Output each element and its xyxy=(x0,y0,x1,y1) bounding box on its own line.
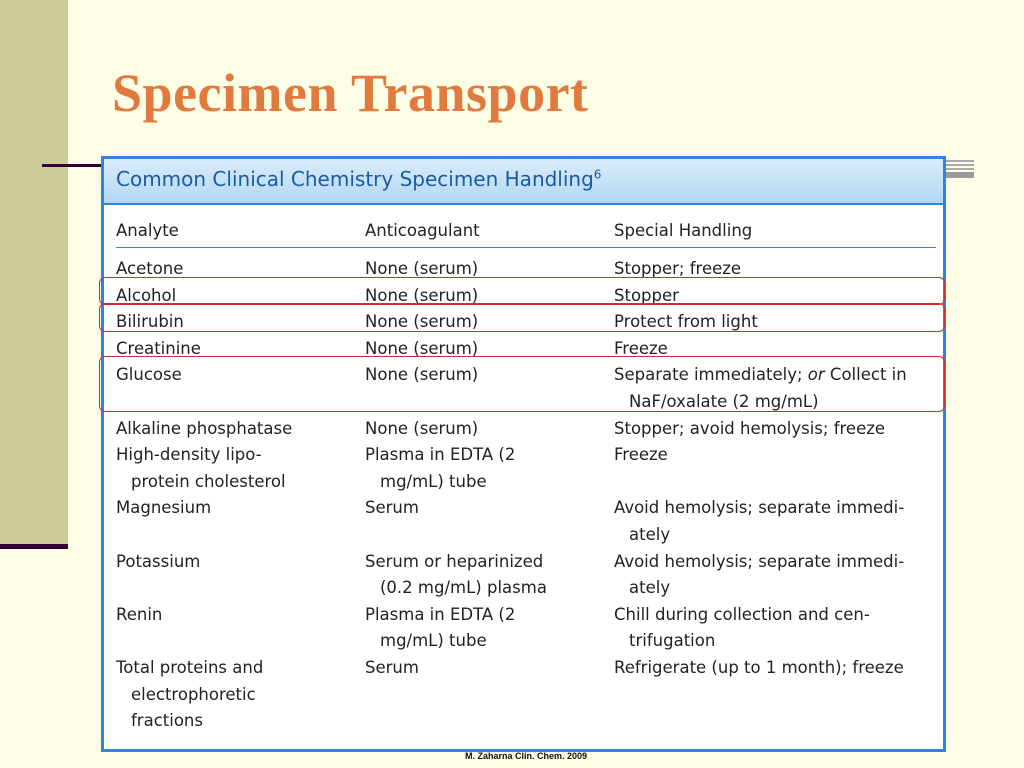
table-title-footnote: 6 xyxy=(593,167,602,182)
cell-line: Separate immediately; or Collect in xyxy=(614,365,907,385)
cell-analyte xyxy=(116,495,211,522)
cell-line: Freeze xyxy=(614,445,668,465)
cell-line: Bilirubin xyxy=(116,312,184,332)
cell-special-handling xyxy=(614,336,668,363)
cell-special-handling xyxy=(614,416,885,443)
table-title xyxy=(116,167,601,191)
cell-line: Chill during collection and cen- xyxy=(614,604,870,624)
column-header-analyte: Analyte xyxy=(116,221,179,240)
cell-anticoagulant xyxy=(365,442,515,495)
table-row xyxy=(116,549,936,602)
cell-line: None (serum) xyxy=(365,285,479,305)
cell-special-handling xyxy=(614,283,679,310)
citation: M. Zaharna Clin. Chem. 2009 xyxy=(465,751,588,761)
cell-line: mg/mL) tube xyxy=(380,631,487,651)
cell-anticoagulant xyxy=(365,362,478,389)
cell-line: Stopper xyxy=(614,285,679,305)
cell-special-handling xyxy=(614,549,904,602)
table-row xyxy=(116,416,936,443)
left-decorative-bar xyxy=(0,0,68,546)
title-rule xyxy=(42,164,102,167)
cell-line: Serum or heparinized xyxy=(365,551,544,571)
cell-analyte xyxy=(116,442,286,495)
cell-line: Plasma in EDTA (2 xyxy=(365,604,516,624)
column-header-special-handling: Special Handling xyxy=(614,221,753,240)
cell-line: electrophoretic xyxy=(131,684,256,704)
cell-line: Alkaline phosphatase xyxy=(116,418,293,438)
table-row xyxy=(116,495,936,548)
cell-analyte xyxy=(116,416,292,443)
cell-analyte xyxy=(116,655,263,735)
cell-line: Alcohol xyxy=(116,285,177,305)
cell-special-handling xyxy=(614,495,904,548)
cell-line: Magnesium xyxy=(116,498,212,518)
cell-special-handling xyxy=(614,442,668,469)
cell-line: None (serum) xyxy=(365,418,479,438)
cell-analyte xyxy=(116,362,182,389)
cell-line: fractions xyxy=(131,711,203,731)
table-row xyxy=(116,309,936,336)
cell-line: None (serum) xyxy=(365,312,479,332)
cell-special-handling xyxy=(614,362,907,415)
cell-anticoagulant xyxy=(365,309,478,336)
cell-analyte xyxy=(116,549,200,576)
table-row xyxy=(116,602,936,655)
table-row xyxy=(116,362,936,415)
table-row xyxy=(116,655,936,735)
cell-line: Total proteins and xyxy=(116,657,264,677)
cell-anticoagulant xyxy=(365,336,478,363)
cell-anticoagulant xyxy=(365,283,478,310)
slide-title: Specimen Transport xyxy=(112,63,589,123)
table-row xyxy=(116,256,936,283)
table-body xyxy=(116,256,936,735)
cell-line: ately xyxy=(629,578,671,598)
cell-line: Freeze xyxy=(614,338,668,358)
cell-special-handling xyxy=(614,602,870,655)
cell-line: Acetone xyxy=(116,259,184,278)
table-row xyxy=(116,442,936,495)
cell-anticoagulant xyxy=(365,655,419,682)
left-bar-rule xyxy=(0,544,68,549)
table-row xyxy=(116,336,936,363)
table-grid xyxy=(116,221,936,735)
right-decorative-bar xyxy=(946,172,974,178)
cell-line: (0.2 mg/mL) plasma xyxy=(380,578,547,598)
table-column-headers xyxy=(116,221,936,248)
cell-line: Plasma in EDTA (2 xyxy=(365,445,516,465)
cell-line: ately xyxy=(629,524,671,544)
cell-line: Potassium xyxy=(116,551,201,571)
cell-line: Stopper; freeze xyxy=(614,259,742,278)
cell-line: None (serum) xyxy=(365,338,479,358)
cell-analyte xyxy=(116,283,176,310)
cell-line: Refrigerate (up to 1 month); freeze xyxy=(614,657,904,677)
cell-line: Serum xyxy=(365,498,419,518)
table-header-band xyxy=(104,159,943,205)
cell-line: protein cholesterol xyxy=(131,471,286,491)
cell-line: High-density lipo- xyxy=(116,445,262,465)
cell-analyte xyxy=(116,256,183,283)
cell-line: mg/mL) tube xyxy=(380,471,487,491)
cell-anticoagulant xyxy=(365,495,419,522)
cell-analyte xyxy=(116,309,184,336)
column-header-anticoagulant: Anticoagulant xyxy=(365,221,480,240)
table-row xyxy=(116,283,936,310)
cell-special-handling xyxy=(614,309,758,336)
cell-line: trifugation xyxy=(629,631,716,651)
cell-line: Avoid hemolysis; separate immedi- xyxy=(614,498,905,518)
specimen-handling-table xyxy=(101,156,946,752)
cell-line: Serum xyxy=(365,657,419,677)
cell-anticoagulant xyxy=(365,602,515,655)
cell-line: Creatinine xyxy=(116,338,201,358)
cell-line: Glucose xyxy=(116,365,182,385)
cell-line: Avoid hemolysis; separate immedi- xyxy=(614,551,905,571)
cell-line: None (serum) xyxy=(365,365,479,385)
cell-line: Renin xyxy=(116,604,163,624)
emphasis-or: or xyxy=(807,365,825,385)
cell-line: NaF/oxalate (2 mg/mL) xyxy=(629,391,819,411)
cell-line: Stopper; avoid hemolysis; freeze xyxy=(614,418,886,438)
cell-anticoagulant xyxy=(365,256,478,283)
cell-anticoagulant xyxy=(365,549,547,602)
cell-line: Protect from light xyxy=(614,312,758,332)
cell-special-handling xyxy=(614,256,741,283)
cell-line: None (serum) xyxy=(365,259,479,278)
cell-anticoagulant xyxy=(365,416,478,443)
table-title-text: Common Clinical Chemistry Specimen Handling xyxy=(116,167,594,191)
cell-analyte xyxy=(116,336,201,363)
cell-special-handling xyxy=(614,655,904,682)
cell-analyte xyxy=(116,602,162,629)
